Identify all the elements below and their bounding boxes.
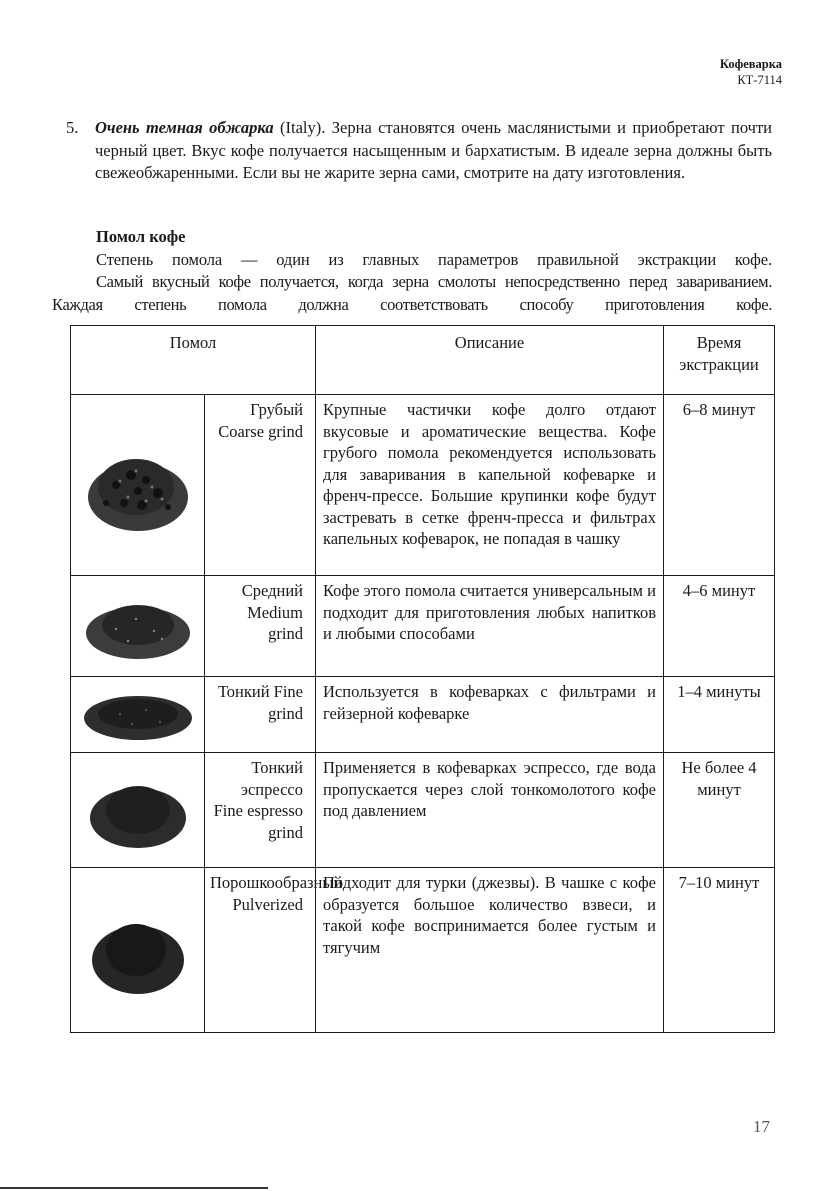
page-number: 17 [753,1117,770,1136]
table-row [71,576,775,677]
espresso-grind-coffee-photo [71,753,205,868]
header-model: КТ-7114 [737,73,782,87]
grind-description: Подходит для турки (джезвы). В чашке с кофе образуется большое количество взвеси, и такой кофе воспринимается более густым и тягучим [316,868,664,1033]
section-paragraph-2: Самый вкусный кофе получается, когда зерна смолоты непосредственно перед завариванием. Каждая степень помола должна соответствовать способу приготовления кофе. [52,272,772,314]
roast-item-5 [66,117,772,185]
grind-description: Применяется в кофеварках эспрессо, где вода пропускается через слой тонкомолотого кофе под давлением [316,753,664,868]
grind-name: Тонкий эспрессо Fine espresso grind [205,753,316,868]
extraction-time: 1–4 минуты [664,677,775,753]
item-description: (Italy). Зерна становятся очень маслянистыми и приобретают почти черный цвет. Вкус кофе получается насыщенным и бархатистым. В идеале зерна должны быть свежеобжаренными. Если вы не жарите зерна сами, смотрите на дату изготовления. [95,118,772,182]
footer-divider [0,1187,268,1189]
extraction-time: 6–8 минут [664,395,775,576]
table-row [71,677,775,753]
extraction-time: 7–10 минут [664,868,775,1033]
table-row [71,753,775,868]
grind-description: Крупные частички кофе долго отдают вкусовые и ароматические вещества. Кофе грубого помола рекомендуется использовать для заваривания в капельной кофеварке и френч-прессе. Большие крупинки кофе будут застревать в сетке френч-пресса и фильтрах капельных кофеварок, не попадая в чашку [316,395,664,576]
extraction-time: 4–6 минут [664,576,775,677]
table-header-row [71,326,775,395]
header-description: Описание [316,326,664,395]
grind-name: Тонкий Fine grind [205,677,316,753]
pulverized-coffee-photo [71,868,205,1033]
table-row [71,868,775,1033]
grind-name: Средний Medium grind [205,576,316,677]
grind-section [52,226,772,316]
item-term: Очень темная обжарка [95,118,274,137]
header-grind: Помол [71,326,316,395]
grind-description: Кофе этого помола считается универсальным и подходит для приготовления любых напитков и любыми способами [316,576,664,677]
item-number: 5. [66,118,79,137]
extraction-time: Не более 4 минут [664,753,775,868]
grind-description: Используется в кофеварках с фильтрами и гейзерной кофеварке [316,677,664,753]
grind-name: Порошкообразный Pulverized [205,868,316,1033]
coarse-grind-coffee-photo [71,395,205,576]
header-time: Время экстракции [664,326,775,395]
header-brand: Кофеварка [719,57,782,71]
medium-grind-coffee-photo [71,576,205,677]
item-text [95,117,772,185]
table-row [71,395,775,576]
fine-grind-coffee-photo [71,677,205,753]
section-title: Помол кофе [96,227,186,246]
grind-table [70,325,775,1033]
grind-name: Грубый Coarse grind [205,395,316,576]
section-paragraph-1: Степень помола — один из главных параметров правильной экстракции кофе. [96,249,772,269]
page-header [720,56,782,88]
